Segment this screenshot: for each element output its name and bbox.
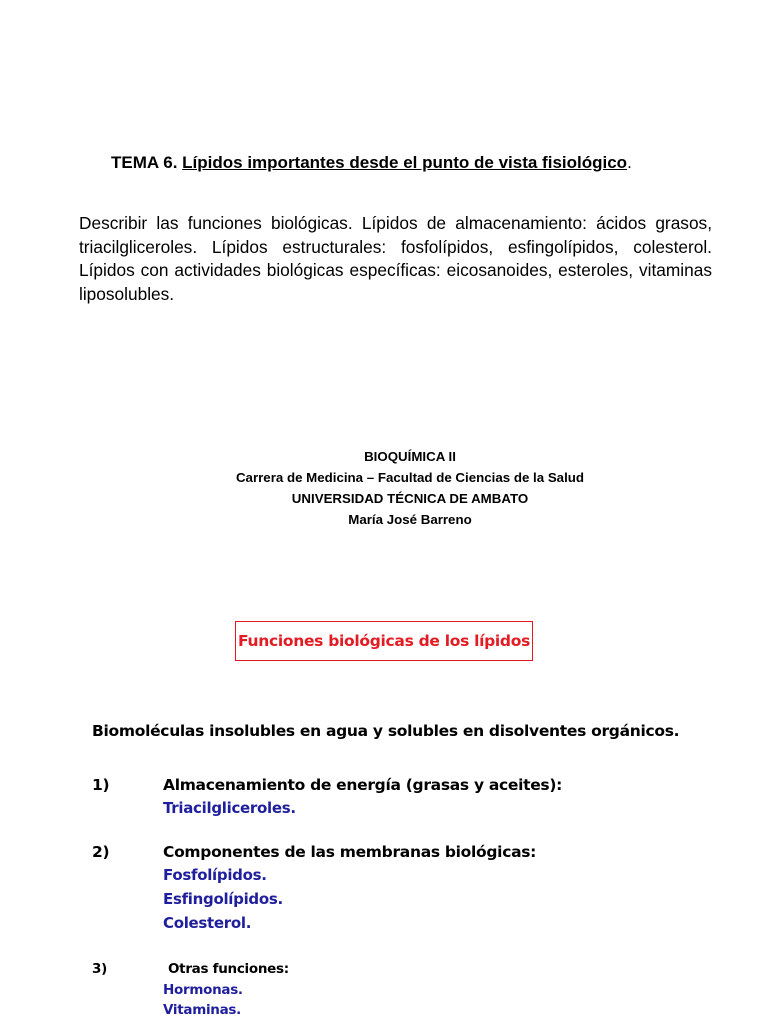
lead-statement: Biomoléculas insolubles en agua y solubles en disolventes orgánicos.: [92, 722, 680, 740]
section-title: Funciones biológicas de los lípidos: [238, 632, 530, 650]
list-item: Vitaminas.: [163, 1002, 241, 1018]
topic-prefix: TEMA 6.: [111, 153, 178, 172]
author-name: María José Barreno: [348, 512, 472, 527]
program-faculty: Carrera de Medicina – Facultad de Ciencias de la Salud: [235, 470, 585, 485]
university-name: UNIVERSIDAD TÉCNICA DE AMBATO: [291, 491, 529, 506]
list-item: Fosfolípidos.: [163, 866, 267, 884]
credits-block: [0, 446, 768, 530]
item-number: 3): [92, 961, 107, 977]
list-item: Esfingolípidos.: [163, 890, 283, 908]
topic-title: Lípidos importantes desde el punto de vista fisiológico: [182, 153, 628, 172]
list-item: Triacilgliceroles.: [163, 799, 296, 817]
topic-suffix: .: [627, 153, 632, 172]
item-heading: Almacenamiento de energía (grasas y aceites):: [163, 776, 563, 794]
topic-heading: [111, 152, 751, 174]
item-heading: Componentes de las membranas biológicas:: [163, 843, 537, 861]
section-title-box: [235, 621, 533, 661]
course-name: BIOQUÍMICA II: [364, 449, 456, 464]
item-number: 1): [92, 776, 110, 794]
intro-paragraph: Describir las funciones biológicas. Lípidos de almacenamiento: ácidos grasos, triacilgliceroles. Lípidos estructurales: fosfolípidos, esfingolípidos, colesterol. Lípidos con actividades biológicas específicas: eicosanoides, esteroles, vitaminas liposolubles.: [79, 213, 712, 304]
item-number: 2): [92, 843, 110, 861]
item-heading: Otras funciones:: [168, 961, 289, 977]
list-item: Colesterol.: [163, 914, 252, 932]
list-item: Hormonas.: [163, 982, 243, 998]
